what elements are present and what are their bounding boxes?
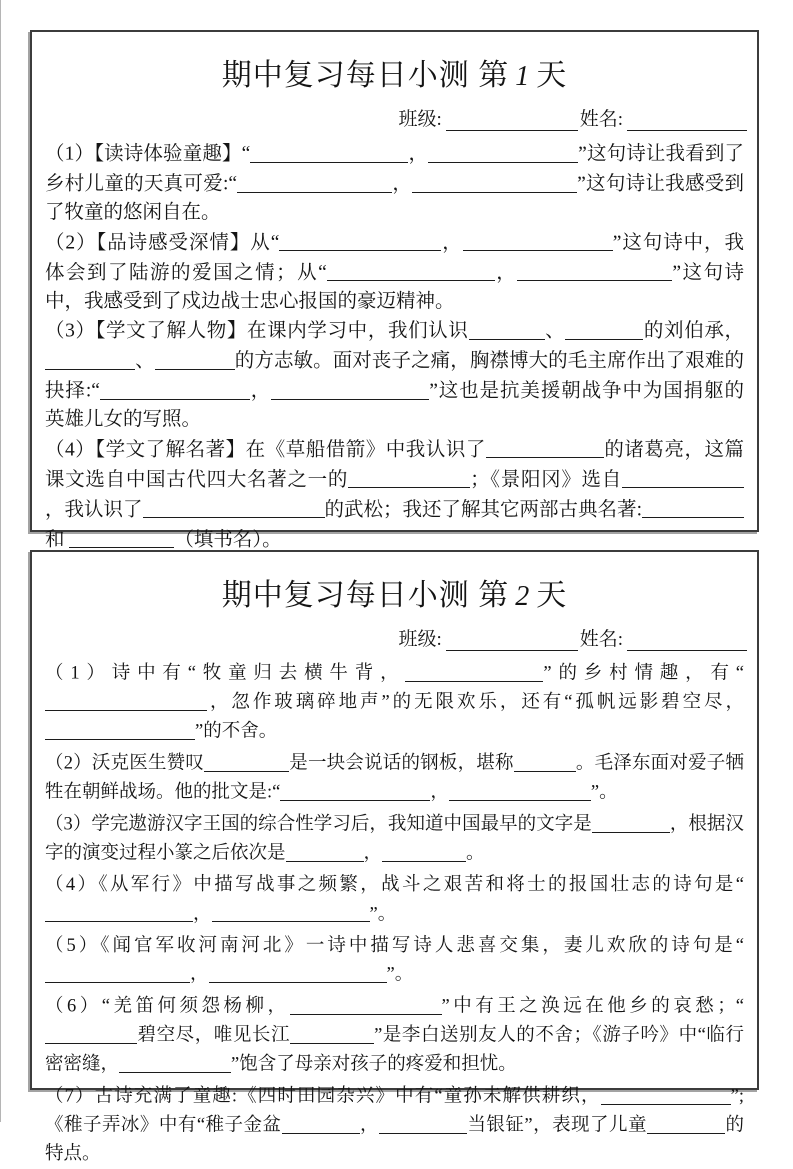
question-text: ， bbox=[441, 232, 463, 253]
question-text: （2）【品诗感受深情】从“ bbox=[45, 232, 280, 253]
question-text: （3）【学文了解人物】在课内学习中，我们认识 bbox=[45, 320, 469, 342]
question-text: 的方志敏。面对丧子之痛，胸襟博大的毛主席作出了艰难的抉择:“ bbox=[45, 350, 744, 402]
blank-line bbox=[642, 498, 744, 519]
question-text: ”的乡村情趣，有“ bbox=[543, 663, 744, 684]
question-text: ， bbox=[359, 1115, 379, 1136]
blank-line bbox=[622, 468, 744, 489]
question-text: ；《景阳冈》选自 bbox=[470, 469, 622, 490]
blank-line bbox=[463, 231, 613, 252]
blank-line bbox=[412, 172, 577, 193]
question-text: （填书名）。 bbox=[174, 529, 282, 550]
blank-line bbox=[379, 1114, 467, 1134]
question-text: 的刘伯承， bbox=[643, 320, 744, 342]
blank-line bbox=[100, 379, 250, 400]
blank-line bbox=[45, 903, 193, 923]
day2-title-day-number: 2 bbox=[515, 581, 531, 612]
blank-line bbox=[647, 1114, 725, 1134]
blank-line bbox=[45, 720, 195, 740]
blank-line bbox=[77, 349, 135, 370]
day2-questions bbox=[32, 659, 757, 1169]
blank-line bbox=[204, 752, 289, 772]
blank-line bbox=[45, 349, 77, 370]
question bbox=[45, 139, 744, 228]
question-text: ， bbox=[363, 843, 383, 864]
question bbox=[45, 316, 744, 435]
day2-class-blank-line bbox=[446, 631, 578, 651]
day1-questions bbox=[32, 139, 757, 555]
question-text: ， bbox=[193, 904, 212, 924]
question-text: ， bbox=[392, 173, 413, 195]
blank-line bbox=[237, 172, 392, 193]
blank-line bbox=[45, 1024, 137, 1044]
blank-line bbox=[271, 379, 429, 400]
day1-title-text: 期中复习每日小测 第 bbox=[221, 59, 510, 92]
blank-line bbox=[250, 142, 408, 163]
blank-line bbox=[405, 662, 543, 682]
day2-name-blank-line bbox=[627, 631, 747, 651]
question bbox=[45, 810, 744, 868]
blank-line bbox=[119, 1053, 231, 1073]
question bbox=[45, 1082, 744, 1169]
question bbox=[45, 992, 744, 1079]
question-text: （6）“羌笛何须怨杨柳， bbox=[45, 996, 290, 1017]
blank-line bbox=[249, 963, 387, 983]
question-text: 。毛泽东面对爱子牺牲在朝鲜战场。他的批文是:“ bbox=[45, 753, 744, 803]
blank-line bbox=[45, 963, 190, 983]
blank-line bbox=[469, 319, 545, 340]
day1-name-blank-line bbox=[627, 111, 747, 131]
question-text: ”是李白送别友人的不舍；《游子吟》中“临行密密缝， bbox=[45, 1025, 744, 1075]
blank-line bbox=[45, 691, 207, 711]
question-text: 是一块会说话的钢板，堪称 bbox=[289, 753, 514, 774]
day1-title bbox=[32, 50, 757, 94]
blank-line bbox=[517, 261, 672, 282]
day2-name-label: 姓名: bbox=[579, 629, 623, 650]
question-text: （4）《从军行》中描写战事之频繁，战斗之艰苦和将士的报国壮志的诗句是“ bbox=[45, 875, 744, 895]
question-text: 、 bbox=[135, 350, 155, 372]
day1-name-label: 姓名: bbox=[579, 109, 623, 130]
question bbox=[45, 749, 744, 807]
question bbox=[45, 932, 744, 990]
question bbox=[45, 871, 744, 929]
question bbox=[45, 659, 744, 746]
question-text: 和 bbox=[45, 529, 70, 550]
question-text: ”这句诗让我看到了乡村儿童的天真可爱:“ bbox=[45, 143, 745, 195]
question-text: ”的不舍。 bbox=[195, 721, 278, 742]
question-text: （7）古诗充满了童趣:《四时田园杂兴》中有“童孙未解供耕织， bbox=[45, 1086, 601, 1107]
blank-line bbox=[428, 142, 578, 163]
question-text: （2）沃克医生赞叹 bbox=[45, 753, 205, 774]
question-text: ”这句诗中，我感受到了戍边战士忠心报国的豪迈精神。 bbox=[45, 262, 744, 312]
question-text: ”;《稚子弄冰》中有“稚子金盆 bbox=[45, 1086, 744, 1136]
day1-worksheet-box bbox=[30, 30, 759, 550]
question-text: ”饱含了母亲对孩子的疼爱和担忧。 bbox=[231, 1054, 517, 1075]
blank-line bbox=[290, 995, 442, 1015]
blank-line bbox=[449, 781, 591, 801]
question-text: ，我认识了 bbox=[45, 499, 143, 520]
blank-line bbox=[514, 752, 576, 772]
blank-line bbox=[486, 438, 604, 459]
day2-worksheet-box bbox=[30, 550, 759, 1164]
day1-class-blank-line bbox=[446, 111, 578, 131]
question-text: 、 bbox=[544, 320, 566, 342]
question-text: ， bbox=[430, 782, 449, 803]
day2-student-info-row bbox=[32, 624, 757, 651]
question-text: （3）学完遨游汉字王国的综合性学习后，我知道中国最早的文字是 bbox=[45, 814, 592, 835]
question-text: ， bbox=[408, 143, 429, 165]
question-text: ”。 bbox=[386, 964, 414, 985]
question-text: （5）《闻官军收河南河北》一诗中描写诗人悲喜交集，妻儿欢欣的诗句是“ bbox=[45, 935, 744, 956]
blank-line bbox=[212, 903, 370, 923]
blank-line bbox=[286, 842, 364, 862]
question bbox=[45, 228, 744, 317]
day2-class-label: 班级: bbox=[398, 629, 442, 650]
day2-title-text: 期中复习每日小测 第 bbox=[221, 579, 510, 612]
blank-line bbox=[124, 528, 174, 549]
blank-line bbox=[280, 781, 430, 801]
question-text: 的诸葛亮，这篇课文选自中国古代四大名著之一的 bbox=[45, 439, 744, 490]
question-text: 的武松；我还了解其它两部古典名著: bbox=[324, 499, 642, 520]
question bbox=[45, 435, 744, 555]
page-scan-edge bbox=[0, 0, 1, 1122]
blank-line bbox=[601, 1085, 731, 1105]
question-text: 。 bbox=[466, 843, 485, 864]
question-text: ，根据汉字的演变过程小篆之后依次是 bbox=[45, 814, 744, 864]
day2-title-suffix: 天 bbox=[536, 579, 568, 612]
blank-line bbox=[327, 261, 495, 282]
day1-title-day-number: 1 bbox=[515, 61, 531, 92]
question-text: ，忽作玻璃碎地声”的无限欢乐，还有“孤帆远影碧空尽， bbox=[207, 692, 744, 713]
blank-line bbox=[143, 498, 325, 519]
question-text: ”。 bbox=[590, 782, 618, 803]
blank-line bbox=[279, 231, 441, 252]
blank-line bbox=[592, 813, 670, 833]
question-text: （1）诗中有“牧童归去横牛背， bbox=[45, 663, 406, 684]
day2-title bbox=[32, 570, 757, 614]
blank-line bbox=[69, 528, 124, 549]
question-text: 当银钲”，表现了儿童 bbox=[466, 1115, 647, 1136]
day1-title-suffix: 天 bbox=[536, 59, 568, 92]
question-text: ”这句诗让我感受到了牧童的悠闲自在。 bbox=[45, 173, 744, 223]
blank-line bbox=[565, 319, 643, 340]
question-text: ”。 bbox=[369, 904, 397, 924]
question-text: ”这也是抗美援朝战争中为国捐躯的英雄儿女的写照。 bbox=[45, 380, 744, 430]
question-text: （4）【学文了解名著】在《草船借箭》中我认识了 bbox=[45, 439, 486, 460]
blank-line bbox=[290, 1024, 374, 1044]
question-text: ”中有王之涣远在他乡的哀愁；“ bbox=[441, 996, 744, 1017]
blank-line bbox=[282, 1114, 360, 1134]
day1-student-info-row bbox=[32, 104, 757, 131]
blank-line bbox=[209, 963, 249, 983]
blank-line bbox=[155, 349, 235, 370]
question-text: 的特点。 bbox=[45, 1115, 744, 1164]
day1-class-label: 班级: bbox=[398, 109, 442, 130]
question-text: ， bbox=[249, 380, 272, 402]
question-text: （1）【读诗体验童趣】“ bbox=[45, 143, 251, 165]
blank-line bbox=[348, 468, 470, 489]
question-text: 碧空尽，唯见长江 bbox=[137, 1025, 291, 1046]
question-text: ”这句诗中，我体会到了陆游的爱国之情；从“ bbox=[45, 232, 744, 283]
question-text: ， bbox=[494, 262, 518, 283]
blank-line bbox=[382, 842, 466, 862]
question-text: ， bbox=[190, 964, 209, 985]
